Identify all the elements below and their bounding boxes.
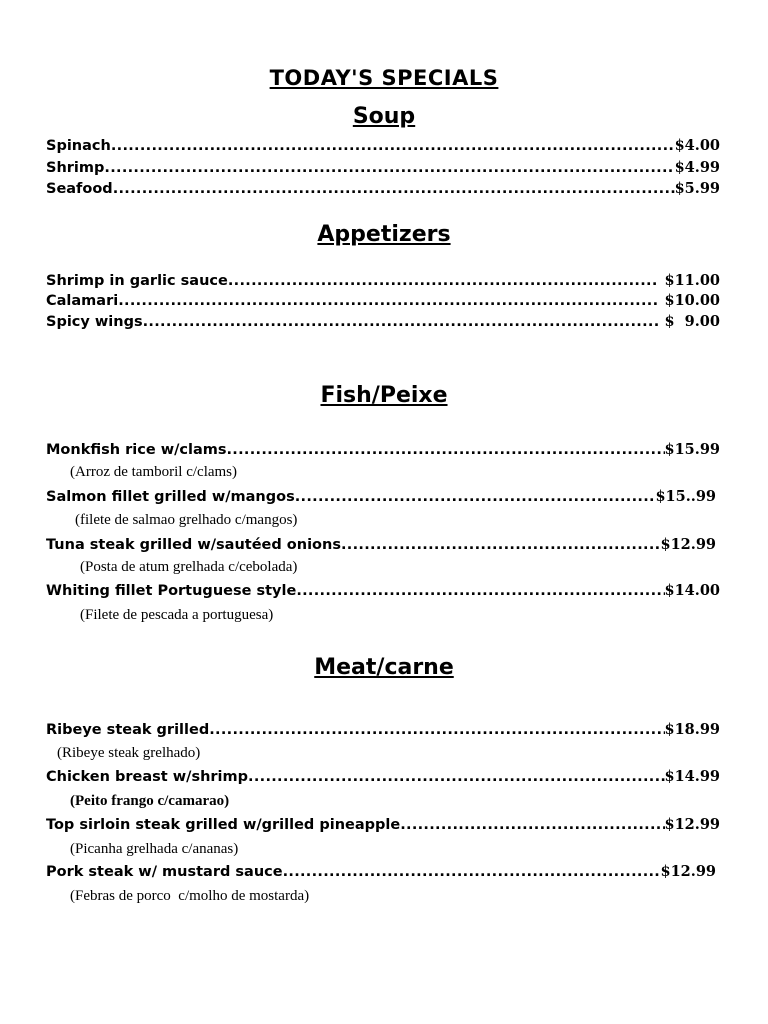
item-translation: (Peito frango c/camarao) bbox=[70, 793, 230, 809]
menu-item-fish-salmon bbox=[46, 488, 716, 508]
dot-leader bbox=[143, 314, 660, 330]
section-heading-fish: Fish/Peixe bbox=[320, 383, 448, 408]
item-name: Shrimp bbox=[46, 160, 105, 176]
item-price: $14.00 bbox=[664, 582, 720, 599]
menu-item-meat-ribeye bbox=[46, 721, 720, 741]
dot-leader bbox=[113, 181, 675, 197]
dot-leader bbox=[209, 722, 664, 738]
item-name: Spinach bbox=[46, 138, 111, 154]
menu-item-meat-chicken bbox=[46, 768, 720, 788]
item-price: $11.00 bbox=[659, 272, 720, 289]
item-price: $10.00 bbox=[659, 292, 720, 309]
menu-item-fish-tuna bbox=[46, 536, 716, 556]
item-price: $ 9.00 bbox=[659, 313, 720, 330]
item-name: Chicken breast w/shrimp bbox=[46, 769, 249, 785]
item-price: $4.00 bbox=[674, 137, 720, 154]
menu-item-soup-seafood bbox=[46, 180, 720, 200]
dot-leader bbox=[228, 273, 660, 289]
item-translation: (Filete de pescada a portuguesa) bbox=[80, 607, 274, 623]
item-name: Top sirloin steak grilled w/grilled pineapple bbox=[46, 817, 401, 833]
item-translation: (Posta de atum grelhada c/cebolada) bbox=[80, 559, 298, 575]
dot-leader bbox=[111, 138, 675, 154]
item-translation: (Febras de porco c/molho de mostarda) bbox=[70, 888, 310, 904]
section-heading-soup: Soup bbox=[352, 104, 416, 129]
menu-item-soup-shrimp bbox=[46, 159, 720, 179]
dot-leader bbox=[227, 442, 665, 458]
item-price: $15.99 bbox=[664, 441, 720, 458]
item-name: Whiting fillet Portuguese style bbox=[46, 583, 297, 599]
item-name: Calamari bbox=[46, 293, 119, 309]
dot-leader bbox=[118, 293, 659, 309]
item-price: $12.99 bbox=[664, 816, 720, 833]
menu-item-meat-pork bbox=[46, 863, 716, 883]
menu-title: TODAY'S SPECIALS bbox=[269, 66, 499, 90]
dot-leader bbox=[296, 583, 664, 599]
item-price: $12.99 bbox=[660, 863, 716, 880]
dot-leader bbox=[283, 864, 661, 880]
menu-item-appetizer-calamari bbox=[46, 292, 720, 312]
item-name: Salmon fillet grilled w/mangos bbox=[46, 489, 295, 505]
item-name: Shrimp in garlic sauce bbox=[46, 273, 228, 289]
item-price: $12.99 bbox=[660, 536, 716, 553]
dot-leader bbox=[400, 817, 664, 833]
item-name: Pork steak w/ mustard sauce bbox=[46, 864, 283, 880]
section-heading-meat: Meat/carne bbox=[314, 655, 454, 680]
menu-item-fish-monkfish bbox=[46, 441, 720, 461]
item-translation: (Arroz de tamboril c/clams) bbox=[70, 464, 238, 480]
item-name: Tuna steak grilled w/sautéed onions bbox=[46, 537, 341, 553]
section-heading-appetizers: Appetizers bbox=[317, 222, 451, 247]
menu-item-appetizer-garlic-shrimp bbox=[46, 272, 720, 292]
item-price: $18.99 bbox=[664, 721, 720, 738]
item-price: $5.99 bbox=[674, 180, 720, 197]
item-price: $14.99 bbox=[664, 768, 720, 785]
dot-leader bbox=[104, 160, 674, 176]
menu-item-appetizer-spicy-wings bbox=[46, 313, 720, 333]
menu-item-fish-whiting bbox=[46, 582, 720, 602]
item-name: Monkfish rice w/clams bbox=[46, 442, 227, 458]
item-name: Seafood bbox=[46, 181, 113, 197]
dot-leader bbox=[248, 769, 664, 785]
item-name: Ribeye steak grilled bbox=[46, 722, 210, 738]
item-translation: (Ribeye steak grelhado) bbox=[57, 745, 201, 761]
menu-item-meat-sirloin bbox=[46, 816, 720, 836]
dot-leader bbox=[295, 489, 656, 505]
item-translation: (Picanha grelhada c/ananas) bbox=[70, 841, 239, 857]
dot-leader bbox=[341, 537, 661, 553]
item-translation: (filete de salmao grelhado c/mangos) bbox=[75, 512, 298, 528]
item-price: $4.99 bbox=[674, 159, 720, 176]
item-name: Spicy wings bbox=[46, 314, 143, 330]
menu-item-soup-spinach bbox=[46, 137, 720, 157]
item-price: $15..99 bbox=[655, 488, 716, 505]
